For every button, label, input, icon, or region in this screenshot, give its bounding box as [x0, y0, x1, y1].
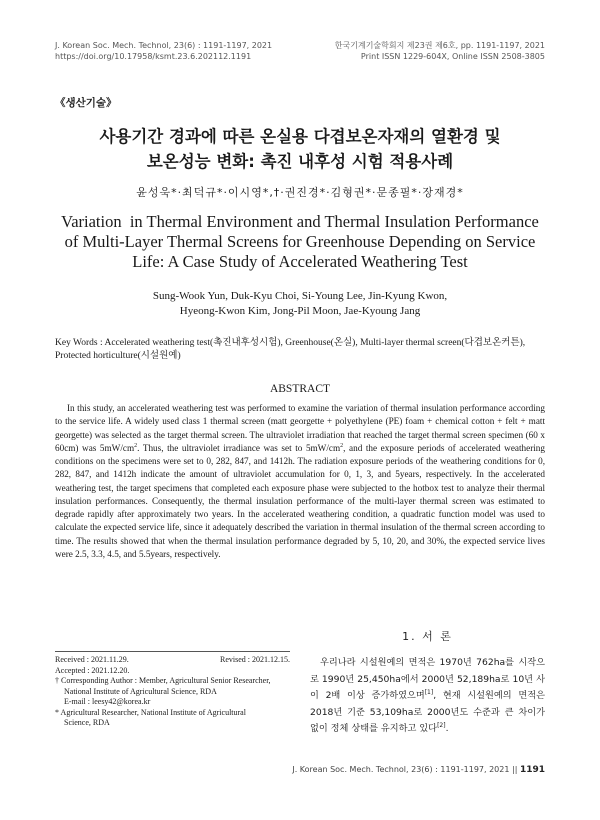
page-footer	[292, 765, 545, 775]
author-affiliation-cont: Science, RDA	[64, 718, 110, 727]
dates-row	[55, 655, 290, 666]
doi-link[interactable]: https://doi.org/10.17958/ksmt.23.6.202112.1191	[55, 52, 252, 61]
corresponding-author: † Corresponding Author : Member, Agricultural Senior Researcher,	[55, 676, 271, 685]
english-authors-line1: Sung-Wook Yun, Duk-Kyu Choi, Si-Young Lee, Jin-Kyung Kwon,	[152, 290, 448, 302]
korean-title-line2: 보온성능 변화: 촉진 내후성 시험 적용사례	[146, 152, 454, 171]
korean-title-line1: 사용기간 경과에 따른 온실용 다겹보온자재의 열환경 및	[99, 127, 501, 146]
header-right	[335, 40, 545, 62]
footnote-divider	[55, 651, 290, 652]
journal-citation-kr: 한국기계기술학회지 제23권 제6호, pp. 1191-1197, 2021	[334, 41, 545, 50]
issn: Print ISSN 1229-604X, Online ISSN 2508-3805	[360, 52, 545, 61]
footnotes	[55, 655, 290, 729]
english-title-line2: of Multi-Layer Thermal Screens for Greenhouse Depending on Service	[64, 232, 536, 251]
journal-citation: J. Korean Soc. Mech. Technol, 23(6) : 1191-1197, 2021	[55, 41, 273, 50]
introduction-heading: 1. 서 론	[402, 630, 453, 643]
korean-title	[40, 124, 560, 174]
accepted-date: Accepted : 2021.12.20.	[55, 665, 130, 675]
section-tag: 《생산기술》	[55, 97, 117, 109]
revised-date: Revised : 2021.12.15.	[220, 655, 290, 664]
english-authors	[40, 289, 560, 319]
citation-ref[interactable]: [1]	[424, 688, 434, 696]
abstract-heading: ABSTRACT	[269, 383, 331, 395]
keywords	[55, 337, 545, 363]
corresponding-email[interactable]: E-mail : leesy42@korea.kr	[64, 697, 151, 706]
keywords-label: Key Words :	[55, 338, 103, 348]
keywords-text: Accelerated weathering test(촉진내후성시험), Greenhouse(온실), Multi-layer thermal screen(다겹보온커튼), Protected horticulture(시설원예)	[55, 338, 526, 361]
introduction-body: 우리나라 시설원예의 면적은 1970년 762ha를 시작으로 1990년 25,450ha에서 2000년 52,189ha로 10년 사이 2배 이상 증가하였으며[1], 현재 시설원예의 면적은 2018년 기준 53,109ha로 2000년도 수준과 큰 차이가 없이 정체 상태를 유지하고 있다[2].	[310, 657, 546, 734]
footer-journal: J. Korean Soc. Mech. Technol, 23(6) : 1191-1197, 2021 ||	[292, 765, 518, 774]
citation-ref[interactable]: [2]	[437, 721, 446, 729]
english-title-line3: Life: A Case Study of Accelerated Weathering Test	[132, 252, 468, 271]
received-date: Received : 2021.11.29.	[55, 655, 129, 664]
english-title	[40, 212, 560, 272]
author-affiliation: * Agricultural Researcher, National Institute of Agricultural	[55, 707, 246, 717]
english-authors-line2: Hyeong-Kwon Kim, Jong-Pil Moon, Jae-Kyoung Jang	[179, 305, 421, 317]
corresponding-affiliation: National Institute of Agricultural Science, RDA	[64, 686, 217, 696]
korean-authors: 윤성욱*·최덕규*·이시영*,†·권진경*·김형권*·문종필*·장재경*	[136, 186, 464, 199]
english-title-line1: Variation in Thermal Environment and Thermal Insulation Performance	[61, 212, 539, 231]
page-number: 1191	[519, 765, 545, 775]
header-left	[55, 40, 272, 62]
abstract-body: In this study, an accelerated weathering test was performed to examine the variation of thermal insulation performance according to the service life. A widely used class 1 thermal screen (matt georgette + polyethylene (PE) foam + chemical cotton + felt + matt georgette) was selected as the target thermal screen. The ultraviolet irradiation that reached the target thermal screen specimen (60 x 60cm) was $5mW/cm^2$. Thus, the ultraviolet irradiance was set to $5mW/cm^2$, and the exposure periods of accelerated weathering conditions on the specimens were set to 0, 282, 847, and 1412h. The radiation exposure periods of the weathering conditions for 0, 282, 847, and 1412h indicate the amount of ultraviolet accumulation for 0, 1, 3, and 5years, respectively. In the accelerated weathering test, the target specimens that completed each exposure phase were subjected to the hotbox test to analyze their thermal insulation performances. Consequently, the thermal insulation performance of the multi-layer thermal screen was estimated to degrade rapidly after approximately two years. In the accelerated weathering condition, a quadratic function model was used to calculate the expected service life, since it adequately described the variation in thermal insulation of the thermal screen according to time. The results showed that when the thermal insulation performance degraded by 5, 10, 20, and 30%, the expected service lives were 2.5, 3.3, 4.5, and 5.5years, respectively.	[55, 403, 545, 559]
